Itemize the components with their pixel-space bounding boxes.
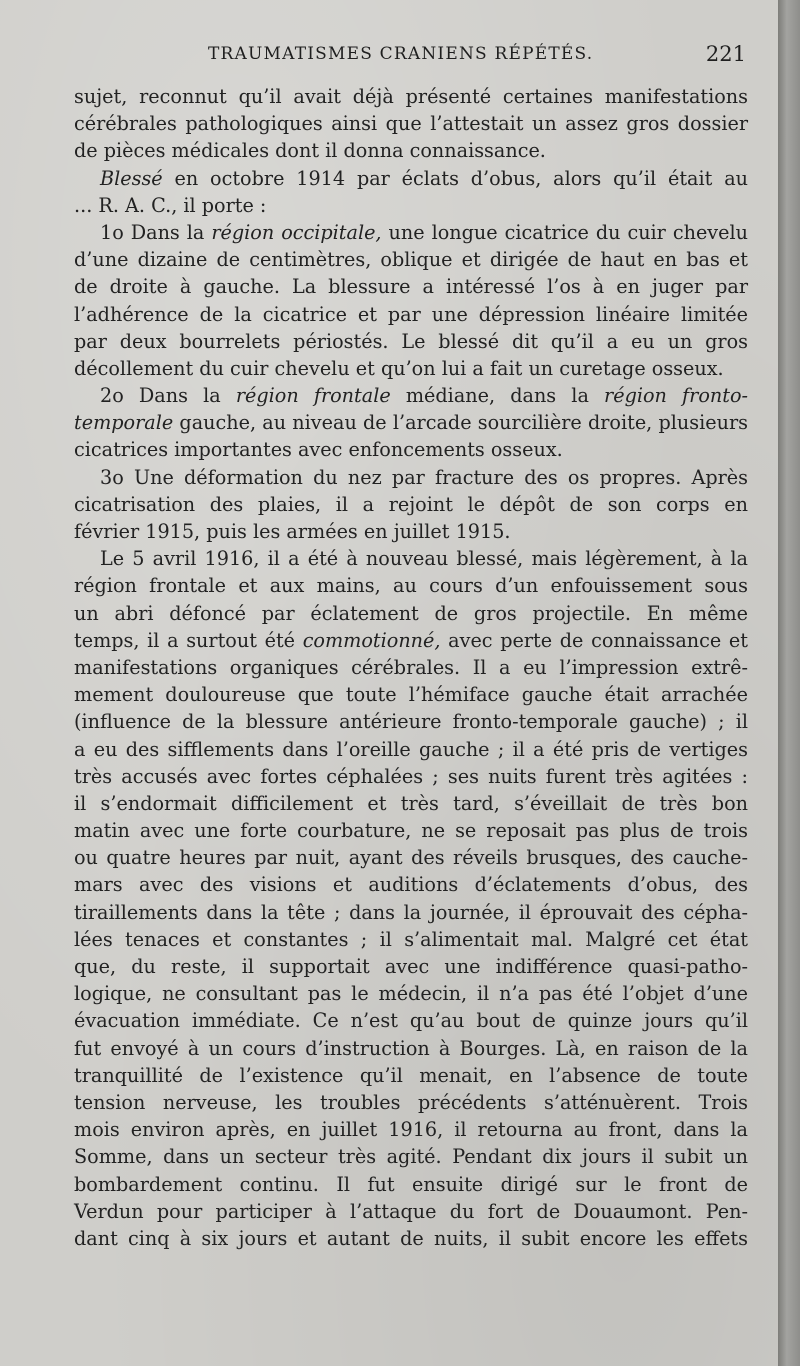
text-line: Verdun pour participer à l’attaque du fort de Douaumont. Pen-: [74, 1199, 748, 1223]
text-line: que, du reste, il supportait avec une indifférence quasi-patho-: [74, 955, 748, 978]
line-segment: avec perte de connaissance et: [440, 628, 748, 652]
line-segment: une longue cicatrice du cuir chevelu: [381, 220, 748, 244]
text-line: matin avec une forte courbature, ne se reposait pas plus de trois: [74, 819, 748, 843]
line-segment: temps, il a surtout été: [74, 628, 303, 652]
text-line: sujet, reconnut qu’il avait déjà présenté certaines manifestations: [74, 85, 748, 108]
text-line: tranquillité de l’existence qu’il menait, en l’absence de toute: [74, 1063, 748, 1087]
italic-term: commotionné,: [302, 628, 441, 652]
text-line: lées tenaces et constantes ; il s’alimentait mal. Malgré cet état: [74, 927, 748, 951]
text-line: fut envoyé à un cours d’instruction à Bourges. Là, en raison de la: [74, 1036, 748, 1060]
line-segment: en octobre 1914 par éclats d’obus, alors qu’il était au: [162, 166, 748, 190]
text-line: de pièces médicales dont il donna connaissance.: [74, 139, 546, 163]
text-line: dant cinq à six jours et autant de nuits, il subit encore les effets: [74, 1226, 748, 1250]
running-header: [0, 44, 760, 70]
italic-term: région fronto-: [604, 384, 748, 408]
text-line: d’une dizaine de centimètres, oblique et dirigée de haut en bas et: [74, 248, 748, 272]
page-edge-shadow: [778, 0, 800, 1366]
line-segment: médiane, dans la: [390, 384, 605, 408]
text-line: ... R. A. C., il porte :: [74, 193, 267, 217]
text-line: mement douloureuse que toute l’hémiface gauche était arrachée: [74, 683, 748, 707]
text-line: mois environ après, en juillet 1916, il retourna au front, dans la: [74, 1118, 748, 1142]
text-line: région frontale et aux mains, au cours d’un enfouissement sous: [74, 574, 748, 598]
text-line: cérébrales pathologiques ainsi que l’attestait un assez gros dossier: [74, 112, 748, 136]
text-line: l’adhérence de la cicatrice et par une dépression linéaire limitée: [74, 302, 748, 326]
italic-term: Blessé: [100, 166, 163, 190]
text-line: très accusés avec fortes céphalées ; ses nuits furent très agitées :: [74, 764, 748, 788]
text-line: [74, 165, 748, 192]
body-text: [74, 83, 748, 1252]
text-line: tiraillements dans la tête ; dans la journée, il éprouvait des cépha-: [74, 900, 748, 924]
text-line: bombardement continu. Il fut ensuite dirigé sur le front de: [74, 1172, 748, 1196]
page-number: 221: [705, 42, 746, 66]
text-line: février 1915, puis les armées en juillet 1915.: [74, 520, 511, 543]
text-line: [74, 219, 748, 246]
italic-term: région frontale: [235, 384, 391, 408]
line-segment: gauche, au niveau de l’arcade sourcilière droite, plusieurs: [173, 411, 748, 435]
running-title: TRAUMATISMES CRANIENS RÉPÉTÉS.: [208, 44, 594, 64]
text-line: par deux bourrelets périostés. Le blessé dit qu’il a eu un gros: [74, 329, 748, 353]
text-line: de droite à gauche. La blessure a intéressé l’os à en juger par: [74, 275, 748, 299]
text-line: tension nerveuse, les troubles précédents s’atténuèrent. Trois: [74, 1090, 748, 1114]
text-line: il s’endormait difficilement et très tard, s’éveillait de très bon: [74, 791, 748, 815]
line-segment: 2o Dans la: [100, 384, 236, 408]
text-line: [74, 627, 748, 654]
text-line: un abri défoncé par éclatement de gros projectile. En même: [74, 601, 748, 625]
text-line: évacuation immédiate. Ce n’est qu’au bout de quinze jours qu’il: [74, 1009, 748, 1033]
italic-term: région occipitale,: [211, 220, 382, 244]
text-line: Le 5 avril 1916, il a été à nouveau blessé, mais légèrement, à la: [100, 547, 748, 571]
text-line: logique, ne consultant pas le médecin, il n’a pas été l’objet d’une: [74, 982, 748, 1006]
text-line: ou quatre heures par nuit, ayant des réveils brusques, des cauche-: [74, 846, 748, 870]
text-line: manifestations organiques cérébrales. Il a eu l’impression extrê-: [74, 655, 748, 679]
italic-term: temporale: [74, 411, 174, 435]
text-line: [74, 382, 748, 409]
text-line: cicatrisation des plaies, il a rejoint le dépôt de son corps en: [74, 492, 748, 516]
text-line: mars avec des visions et auditions d’éclatements d’obus, des: [74, 873, 748, 897]
text-line: Somme, dans un secteur très agité. Pendant dix jours il subit un: [74, 1145, 748, 1169]
text-line: [74, 409, 748, 436]
text-line: (influence de la blessure antérieure fronto-temporale gauche) ; il: [74, 710, 748, 734]
line-segment: 1o Dans la: [100, 220, 212, 244]
text-line: 3o Une déformation du nez par fracture des os propres. Après: [100, 465, 748, 489]
text-line: cicatrices importantes avec enfoncements osseux.: [74, 438, 563, 462]
text-line: décollement du cuir chevelu et qu’on lui a fait un curetage osseux.: [74, 356, 724, 380]
text-line: a eu des sifflements dans l’oreille gauche ; il a été pris de vertiges: [74, 737, 748, 761]
